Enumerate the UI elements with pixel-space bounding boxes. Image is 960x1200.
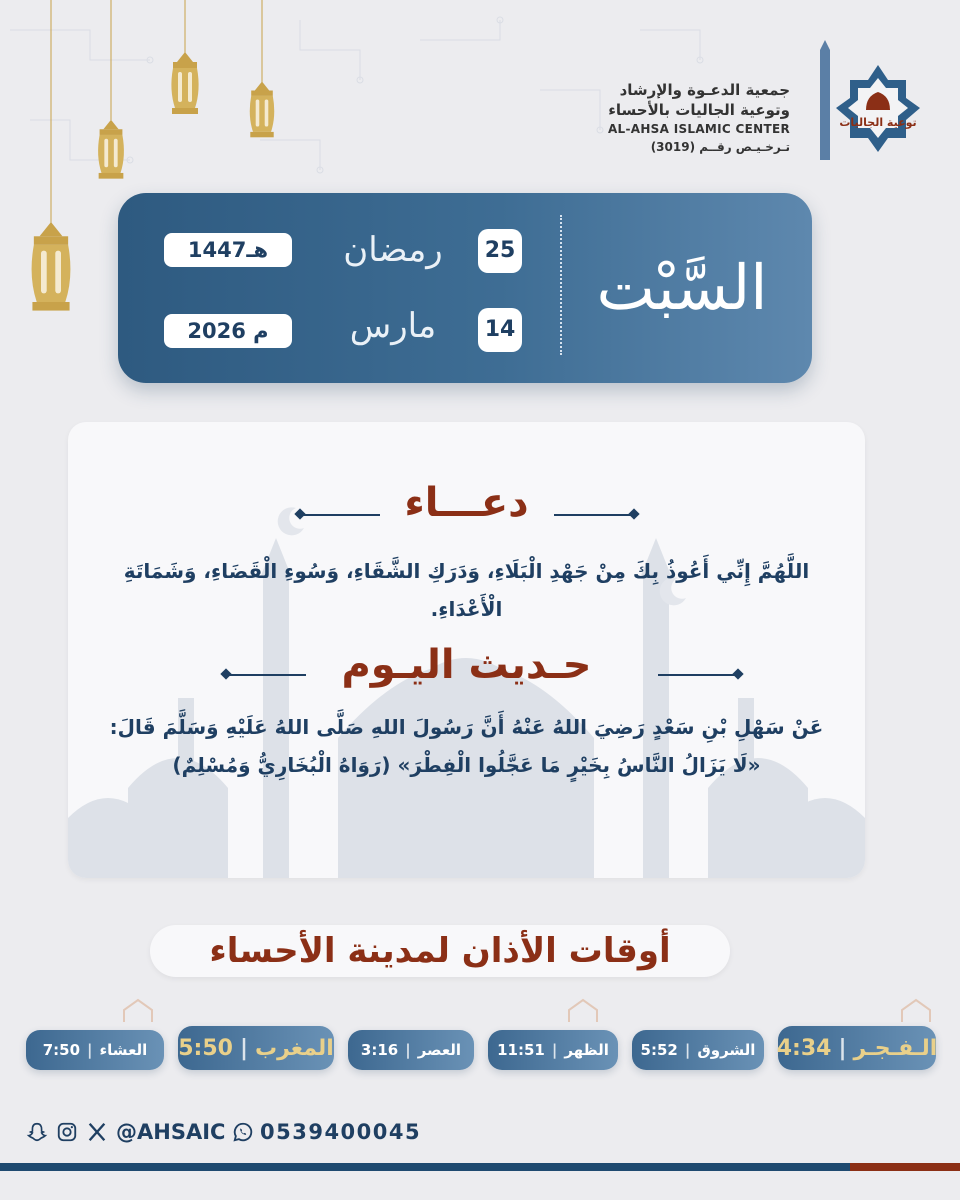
dua-text: اللَّهُمَّ إِنِّي أَعُوذُ بِكَ مِنْ جَهْدِ الْبَلَاءِ، وَدَرَكِ الشَّقَاءِ، وَسُوءِ الْقَضَاءِ، وَشَمَاتَةِ الْأَعْدَاءِ. <box>123 559 810 621</box>
org-name-line2: وتوعية الجاليات بالأحساء <box>608 101 790 119</box>
prayer-time: 7:50 <box>42 1041 81 1059</box>
gregorian-month: مارس <box>349 306 437 346</box>
x-icon[interactable] <box>86 1121 108 1143</box>
org-name-line1: جمعية الدعـوة والإرشاد <box>619 81 790 99</box>
bottom-bar <box>0 1163 850 1171</box>
star-ornament <box>565 998 601 1022</box>
prayer-isha <box>26 1030 164 1070</box>
prayer-sunrise <box>632 1030 764 1070</box>
title-rule-right <box>554 514 634 516</box>
contact-phone <box>232 1118 421 1146</box>
separator: | <box>838 1035 847 1061</box>
prayer-time: 5:50 <box>178 1035 233 1061</box>
prayer-name: العشاء <box>99 1041 148 1059</box>
title-rule-right <box>658 674 738 676</box>
prayer-time: 5:52 <box>640 1041 678 1059</box>
hijri-day: 25 <box>478 229 522 273</box>
dua-title: دعـــاء <box>404 480 529 526</box>
logo-text: توعية الجاليات <box>839 116 917 129</box>
hijri-month: رمضان <box>343 230 443 270</box>
whatsapp-icon[interactable] <box>232 1121 254 1143</box>
org-license: تـرخـيـص رقــم (3019) <box>650 140 790 154</box>
separator: | <box>405 1041 411 1059</box>
org-name-english: AL-AHSA ISLAMIC CENTER <box>607 122 790 136</box>
gregorian-day: 14 <box>478 308 522 352</box>
organization-logo <box>818 40 938 170</box>
social-links <box>26 1118 225 1146</box>
phone-number[interactable]: 0539400045 <box>260 1120 422 1144</box>
bottom-bar-accent <box>850 1163 960 1171</box>
star-ornament <box>898 998 934 1022</box>
prayer-name: العصر <box>417 1041 462 1059</box>
prayer-time: 4:34 <box>776 1035 832 1061</box>
hadith-text: عَنْ سَهْلِ بْنِ سَعْدٍ رَضِيَ اللهُ عَنْهُ أَنَّ رَسُولَ اللهِ صَلَّى اللهُ عَلَيْهِ وَسَلَّمَ قَالَ: «لَا يَزَالُ النَّاسُ بِخَيْرٍ مَا عَجَّلُوا الْفِطْرَ» (رَوَاهُ الْبُخَارِيُّ وَمُسْلِمٌ) <box>109 715 824 777</box>
day-name: السَّبْت <box>596 251 768 324</box>
prayer-asr <box>348 1030 474 1070</box>
separator: | <box>684 1041 691 1059</box>
prayer-time: 3:16 <box>360 1041 399 1059</box>
lantern-ornament <box>92 0 130 190</box>
separator: | <box>239 1035 249 1061</box>
gregorian-year: 2026 م <box>164 314 292 348</box>
prayer-time: 11:51 <box>497 1041 545 1059</box>
date-card <box>118 193 812 383</box>
lantern-ornament <box>244 0 280 150</box>
date-divider <box>560 215 562 355</box>
prayer-name: الظهر <box>564 1041 609 1059</box>
prayer-name: الـفـجـر <box>853 1035 938 1061</box>
prayer-fajr <box>778 1026 936 1070</box>
background-pattern <box>0 0 960 200</box>
social-handle[interactable]: @AHSAIC <box>116 1120 226 1144</box>
prayer-times-title: أوقات الأذان لمدينة الأحساء <box>150 925 730 977</box>
separator: | <box>551 1041 558 1059</box>
hadith-title: حـديث اليـوم <box>341 642 592 688</box>
prayer-dhuhr <box>488 1030 618 1070</box>
separator: | <box>87 1041 93 1059</box>
snapchat-icon[interactable] <box>26 1121 48 1143</box>
prayer-name: المغرب <box>255 1035 334 1061</box>
lantern-ornament <box>22 0 80 330</box>
lantern-ornament <box>165 0 205 120</box>
organization-info <box>530 80 790 156</box>
prayer-maghrib <box>178 1026 334 1070</box>
instagram-icon[interactable] <box>56 1121 78 1143</box>
content-card <box>68 422 865 878</box>
star-ornament <box>120 998 156 1022</box>
hijri-year: 1447هـ <box>164 233 292 267</box>
prayer-name: الشروق <box>697 1041 756 1059</box>
